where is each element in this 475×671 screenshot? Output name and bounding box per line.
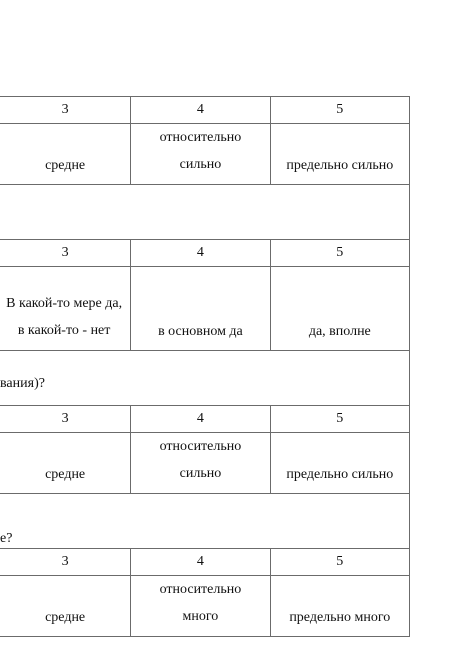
scale-label-row [0, 576, 410, 637]
question-row [0, 185, 410, 240]
scale-number-cell: 4 [131, 549, 270, 576]
scale-label-text: предельно много [289, 610, 391, 625]
scale-label-text: предельно сильно [286, 158, 394, 173]
scale-number-cell: 4 [131, 97, 270, 124]
scale-number-cell: 4 [131, 406, 270, 433]
scale-label-cell [131, 124, 270, 185]
scale-label-cell [131, 433, 270, 494]
scale-number-row [0, 97, 410, 124]
scale-label-cell [131, 576, 270, 637]
scale-label-cell [0, 267, 131, 351]
question-row [0, 351, 410, 406]
question-text: вания)? [0, 351, 410, 406]
scale-label-cell [0, 576, 131, 637]
scale-label-cell [0, 433, 131, 494]
scale-number-cell: 5 [270, 406, 409, 433]
scale-number-cell: 5 [270, 97, 409, 124]
scale-number-cell: 3 [0, 549, 131, 576]
scale-number-cell: 3 [0, 97, 131, 124]
scale-label-text: относительно много [159, 582, 242, 624]
scale-label-cell [270, 433, 409, 494]
question-text: е? [0, 494, 410, 549]
scale-number-row [0, 406, 410, 433]
question-row [0, 494, 410, 549]
scale-number-cell: 5 [270, 549, 409, 576]
scale-label-cell [0, 124, 131, 185]
scale-number-cell: 5 [270, 240, 409, 267]
scale-label-text: средне [45, 610, 86, 625]
scale-label-text: относительно сильно [159, 130, 242, 172]
scale-label-cell [270, 124, 409, 185]
scale-label-cell [270, 576, 409, 637]
scale-number-cell: 3 [0, 240, 131, 267]
scale-number-row [0, 549, 410, 576]
scale-number-cell: 3 [0, 406, 131, 433]
scale-label-row [0, 124, 410, 185]
scale-number-row [0, 240, 410, 267]
scale-label-text: относительно сильно [159, 439, 242, 481]
scale-table [0, 96, 410, 637]
scale-label-cell [131, 267, 270, 351]
scale-label-text: В какой-то мере да, в какой-то - нет [6, 296, 123, 338]
question-text [0, 185, 410, 240]
scale-label-text: средне [45, 158, 86, 173]
scale-label-row [0, 267, 410, 351]
scale-label-text: в основном да [158, 324, 243, 339]
scale-label-cell [270, 267, 409, 351]
scale-label-text: средне [45, 467, 86, 482]
scale-label-text: предельно сильно [286, 467, 394, 482]
scale-label-row [0, 433, 410, 494]
scale-number-cell: 4 [131, 240, 270, 267]
scale-label-text: да, вполне [308, 324, 371, 339]
